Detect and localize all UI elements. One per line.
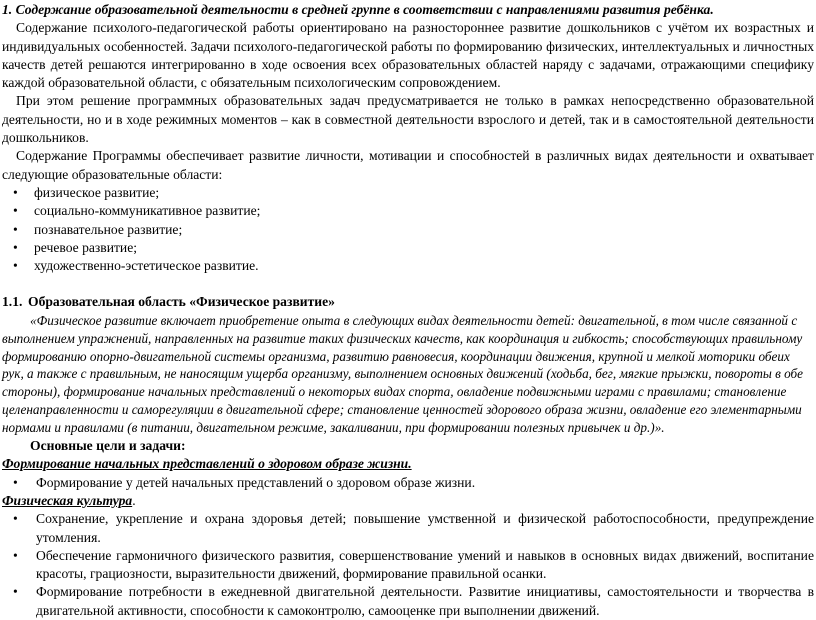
bullet-icon: • (13, 474, 18, 490)
bullet-icon: • (13, 221, 18, 237)
health-items-list (2, 474, 814, 492)
list-item: • художественно-эстетическое развитие. (2, 257, 814, 275)
subsection-heading-health: Формирование начальных представлений о здоровом образе жизни. (2, 456, 412, 472)
intro-paragraph-2: При этом решение программных образовательных задач предусматривается не только в рамках непосредственно образовательной деятельности, но и в ходе режимных моментов – как в совместной деятельности взрослого и детей, так и в самостоятельной деятельности дошкольников. (2, 93, 814, 146)
section-number: 1.1. (2, 294, 23, 310)
blank-line (2, 275, 814, 293)
list-item: • Формирование потребности в ежедневной двигательной деятельности. Развитие инициативы, самостоятельности и творчества в двигательной активности, способности к самоконтролю, самооценке при выполнении движений. (13, 584, 814, 618)
goals-heading: Основные цели и задачи: (30, 438, 186, 454)
physical-culture-items-list (2, 510, 814, 620)
section-title: Образовательная область «Физическое развитие» (28, 294, 335, 310)
section-quote: «Физическое развитие включает приобретение опыта в следующих видах деятельности детей: двигательной, в том числе связанной с выполнением упражнений, направленных на развитие таких физических качеств, как координация и гибкость; способствующих правильному формированию опорно-двигательной системы организма, развитию равновесия, координации движения, крупной и мелкой моторики обеих рук, а также с правильным, не наносящим ущерба организму, выполнением основных движений (ходьба, бег, мягкие прыжки, повороты в обе стороны), формирование начальных представлений о некоторых видах спорта, овладение подвижными играми с правилами; становление целенаправленности и саморегуляции в двигательной сфере; становление ценностей здорового образа жизни, овладение его элементарными нормами и правилами (в питании, двигательном режиме, закаливании, при формировании полезных привычек и др.)». (2, 312, 804, 436)
intro-paragraph-3: Содержание Программы обеспечивает развитие личности, мотивации и способностей в различных видах деятельности и охватывает следующие образовательные области: (2, 148, 814, 182)
bullet-icon: • (13, 203, 18, 219)
list-item: • физическое развитие; (2, 184, 814, 202)
bullet-icon: • (13, 511, 18, 527)
bullet-icon: • (13, 547, 18, 563)
bullet-icon: • (13, 184, 18, 200)
list-item: • Формирование у детей начальных представлений о здоровом образе жизни. (2, 474, 814, 492)
subsection-heading-physical-culture: Физическая культура. (2, 492, 136, 508)
list-item: • Сохранение, укрепление и охрана здоровья детей; повышение умственной и физической работоспособности, предупреждение утомления. (13, 511, 814, 545)
document-heading: 1. Содержание образовательной деятельности в средней группе в соответствии с направлениями развития ребёнка. (2, 2, 714, 17)
bullet-icon: • (13, 239, 18, 255)
education-areas-list (2, 184, 814, 275)
list-item: • социально-коммуникативное развитие; (2, 202, 814, 220)
bullet-icon: • (13, 258, 18, 274)
bullet-icon: • (13, 584, 18, 600)
section-heading (2, 293, 814, 311)
intro-paragraph-1: Содержание психолого-педагогической работы ориентировано на разностороннее развитие дошкольников с учётом их возрастных и индивидуальных особенностей. Задачи психолого-педагогической работы по формированию физических, интеллектуальных и личностных качеств детей решаются интегрированно в ходе освоения всех образовательных областей наряду с задачами, отражающими специфику каждой образовательной области, с обязательным психологическим сопровождением. (2, 20, 814, 91)
list-item: • Обеспечение гармоничного физического развития, совершенствование умений и навыков в основных видах движений, воспитание красоты, грациозности, выразительности движений, формирование правильной осанки. (13, 547, 814, 582)
list-item: • познавательное развитие; (2, 221, 814, 239)
list-item: • речевое развитие; (2, 239, 814, 257)
